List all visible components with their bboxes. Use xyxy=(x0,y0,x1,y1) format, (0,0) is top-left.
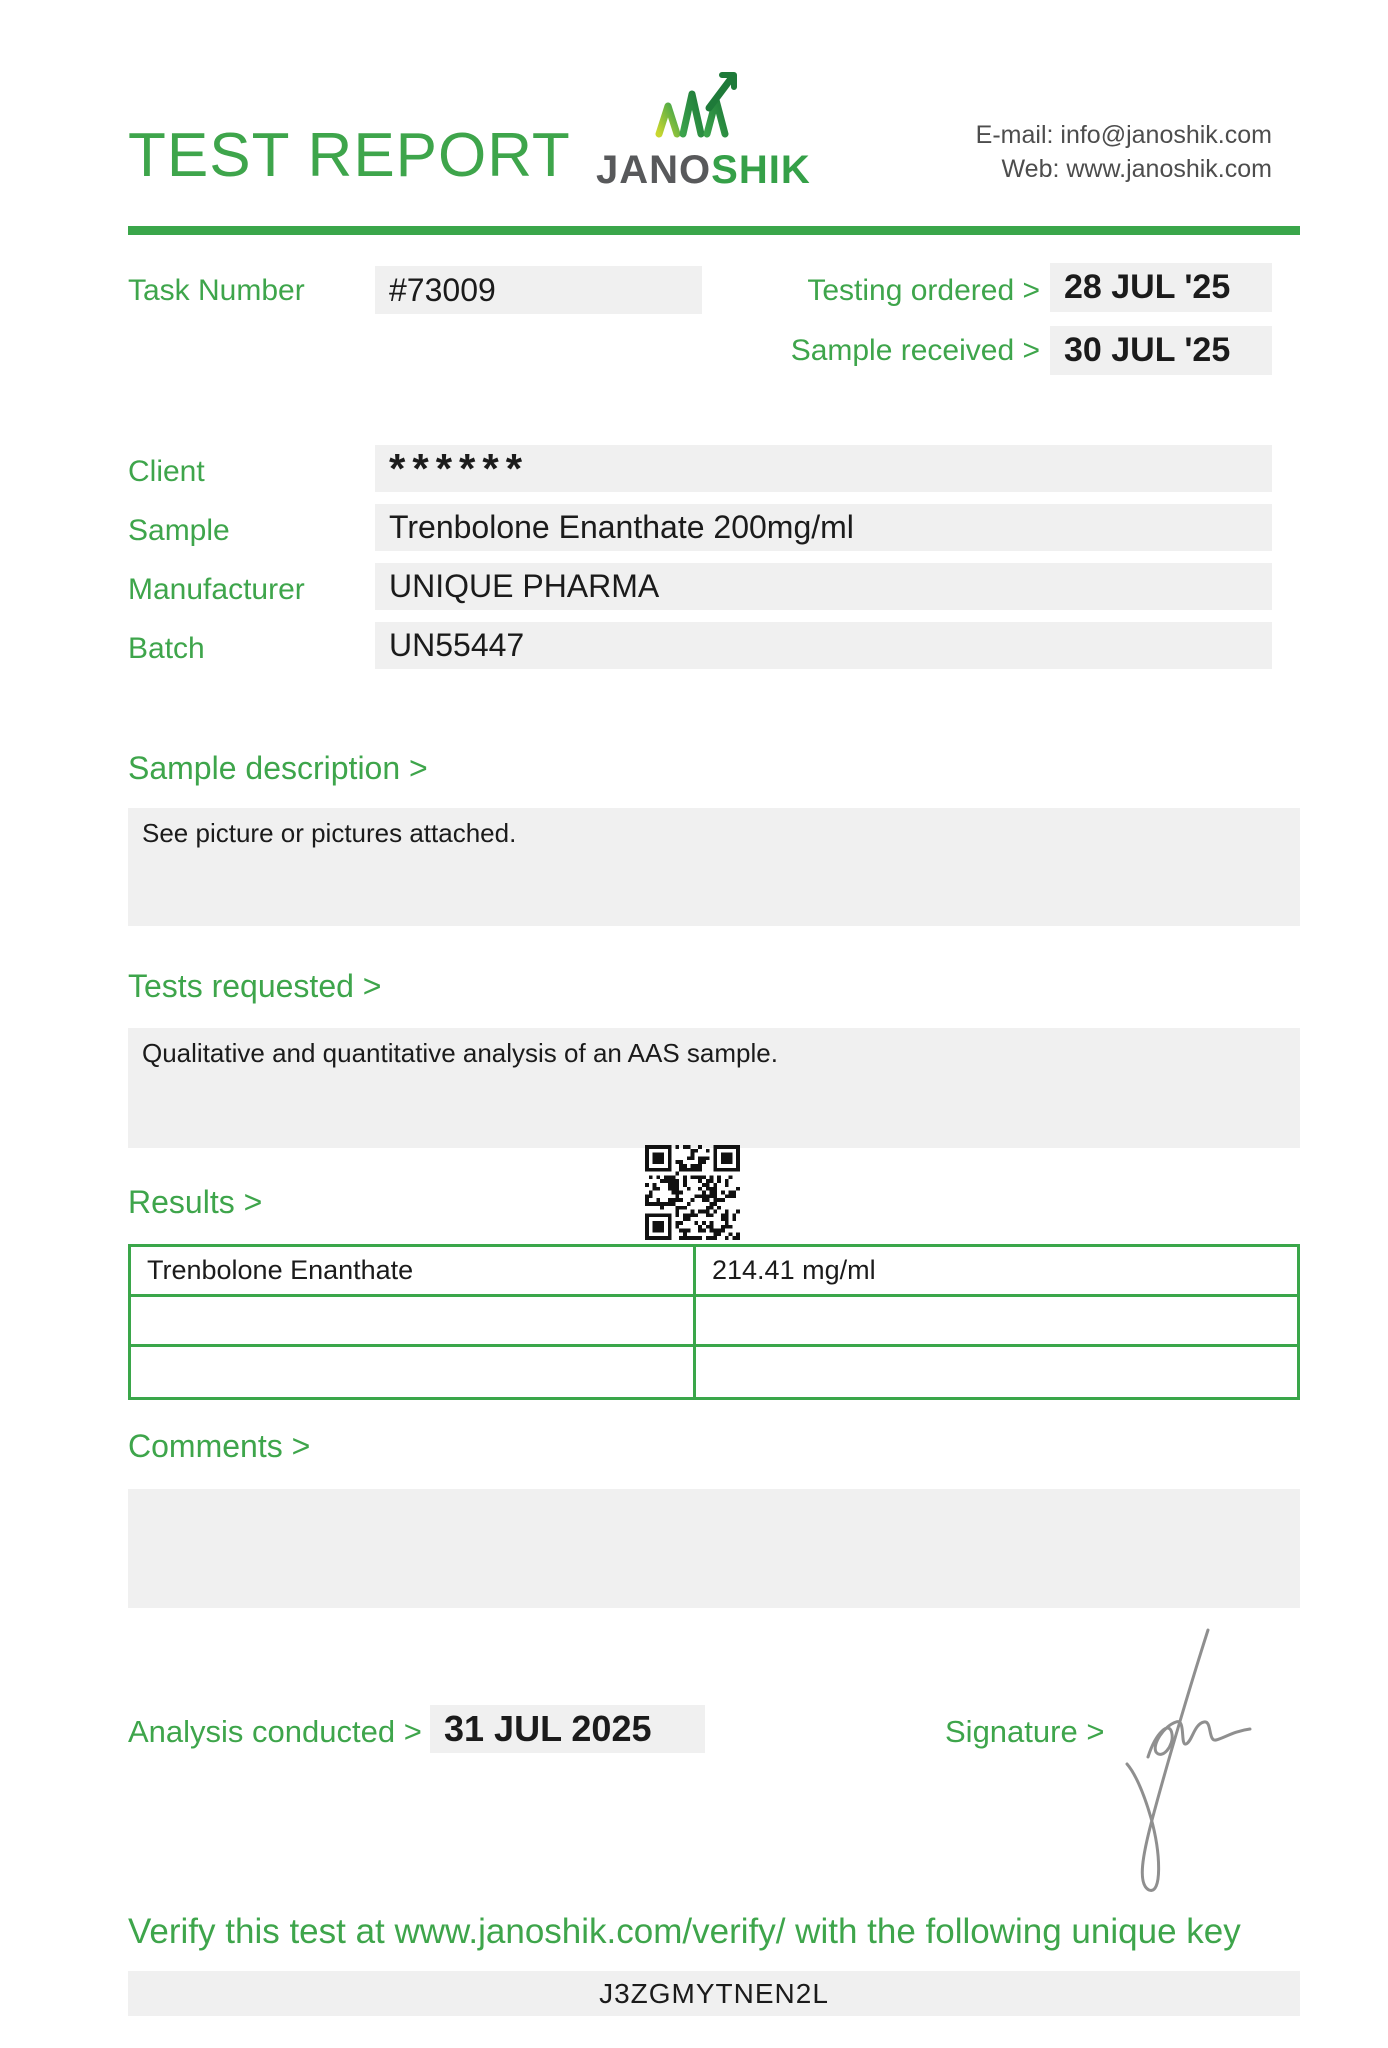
unique-key-box xyxy=(128,1971,1300,2016)
sample-received-value: 30 JUL '25 xyxy=(1064,331,1231,369)
analysis-date-value: 31 JUL 2025 xyxy=(444,1708,652,1749)
unique-key-value: J3ZGMYTNEN2L xyxy=(599,1977,829,2009)
tests-requested-heading: Tests requested > xyxy=(128,968,382,1004)
signature-label: Signature > xyxy=(945,1714,1105,1749)
contact-web: Web: www.janoshik.com xyxy=(1001,155,1272,183)
task-number-value: #73009 xyxy=(389,271,496,308)
manufacturer-label: Manufacturer xyxy=(128,573,305,606)
verify-text: Verify this test at www.janoshik.com/verify/ with the following unique key xyxy=(128,1912,1241,1951)
sample-value: Trenbolone Enanthate 200mg/ml xyxy=(389,509,854,545)
contact-email: E-mail: info@janoshik.com xyxy=(975,121,1272,149)
sample-description-heading: Sample description > xyxy=(128,750,428,786)
comments-box xyxy=(128,1489,1300,1608)
sample-received-label: Sample received > xyxy=(790,334,1040,367)
signature-image xyxy=(1120,1622,1290,1922)
task-number-label: Task Number xyxy=(128,274,305,307)
tests-requested-box xyxy=(128,1028,1300,1148)
comments-heading: Comments > xyxy=(128,1428,311,1464)
header-divider xyxy=(128,226,1300,235)
results-cell-empty xyxy=(696,1297,1297,1347)
manufacturer-value-box xyxy=(375,563,1272,610)
results-cell-empty xyxy=(131,1347,696,1397)
results-cell-value: 214.41 mg/ml xyxy=(696,1247,1297,1297)
testing-ordered-value-box xyxy=(1050,263,1272,312)
batch-value: UN55447 xyxy=(389,627,525,663)
logo-text-primary: JANO xyxy=(596,148,712,192)
testing-ordered-label: Testing ordered > xyxy=(807,274,1040,307)
qr-code xyxy=(645,1145,740,1240)
sample-received-value-box xyxy=(1050,326,1272,375)
contact-block xyxy=(976,118,1272,186)
batch-value-box xyxy=(375,622,1272,669)
sample-description-box xyxy=(128,808,1300,926)
tests-requested-text: Qualitative and quantitative analysis of an AAS sample. xyxy=(142,1038,778,1068)
sample-label: Sample xyxy=(128,514,230,547)
client-label: Client xyxy=(128,455,205,488)
janoshik-logo-icon xyxy=(645,68,745,146)
results-cell-empty xyxy=(131,1297,696,1347)
results-cell-analyte: Trenbolone Enanthate xyxy=(131,1247,696,1297)
sample-description-text: See picture or pictures attached. xyxy=(142,818,517,848)
results-cell-empty xyxy=(696,1347,1297,1397)
client-value: ****** xyxy=(389,444,530,492)
sample-value-box xyxy=(375,504,1272,551)
logo-text-secondary: SHIK xyxy=(711,148,811,192)
page-title: TEST REPORT xyxy=(128,121,571,190)
batch-label: Batch xyxy=(128,632,205,665)
results-heading: Results > xyxy=(128,1184,263,1220)
analysis-date-box xyxy=(430,1705,705,1753)
client-value-box xyxy=(375,445,1272,492)
janoshik-logo-text xyxy=(596,148,811,193)
results-table xyxy=(128,1244,1300,1400)
testing-ordered-value: 28 JUL '25 xyxy=(1064,268,1231,306)
analysis-conducted-label: Analysis conducted > xyxy=(128,1714,422,1749)
manufacturer-value: UNIQUE PHARMA xyxy=(389,568,660,604)
task-number-value-box xyxy=(375,266,702,314)
